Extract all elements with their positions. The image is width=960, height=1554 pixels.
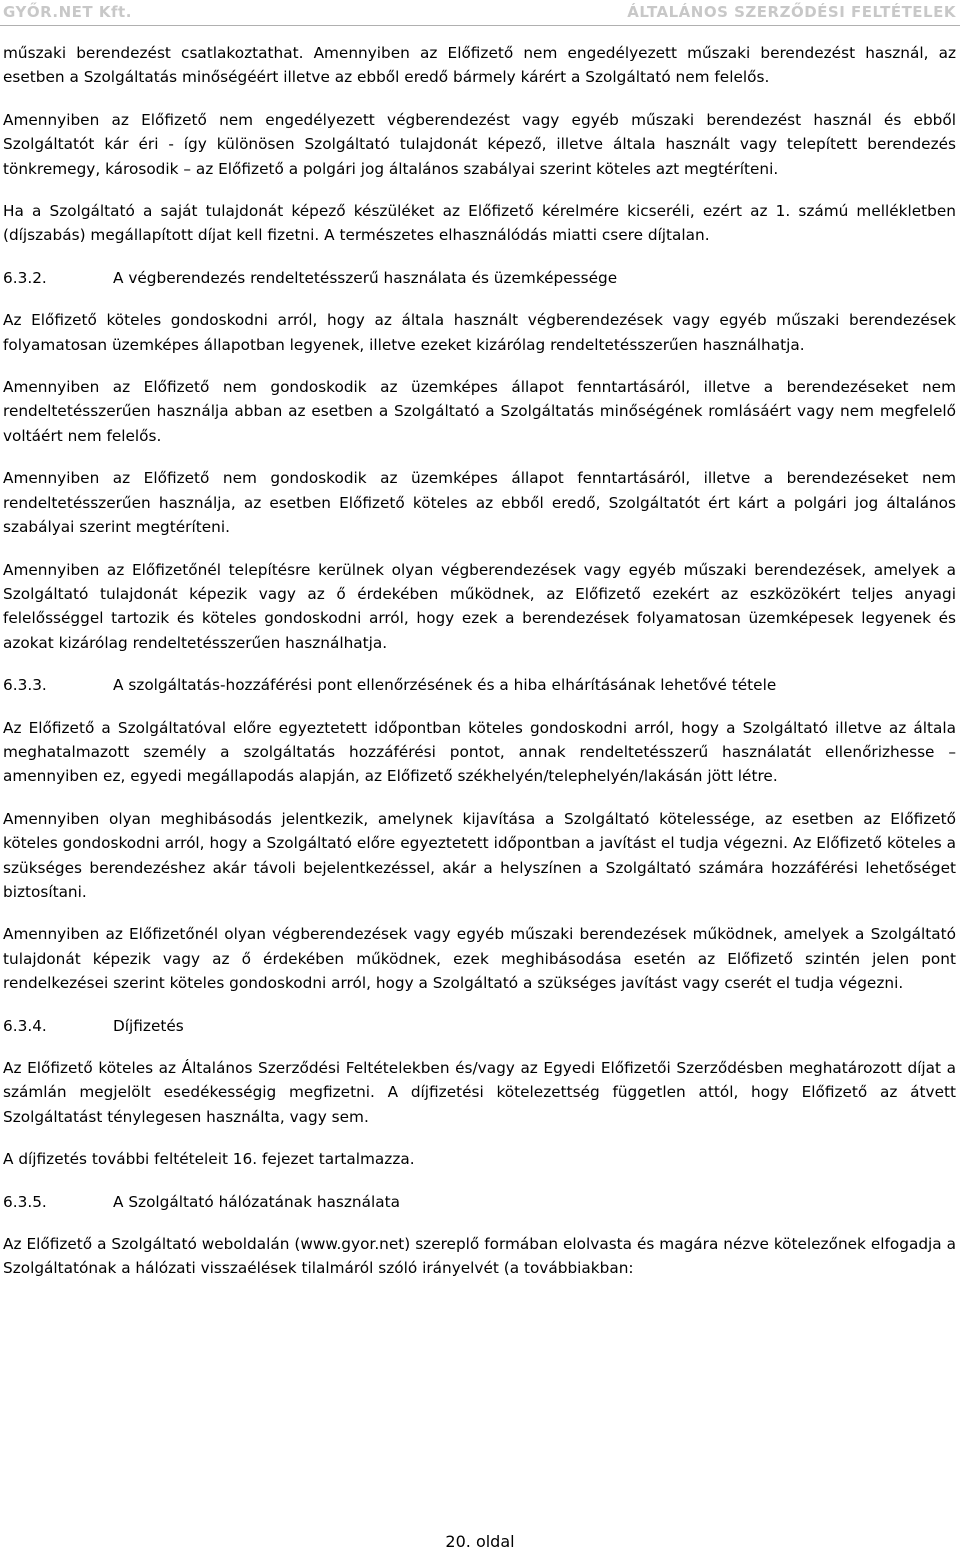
section-heading-6-3-2 [3,266,956,290]
paragraph: Amennyiben az Előfizetőnél olyan végberendezések vagy egyéb műszaki berendezések működnek, amelyek a Szolgáltató tulajdonát képezik vagy az ő érdekében működnek, ezek meghibásodása esetén az Előfizető szintén jelen pont rendelkezései szerint köteles gondoskodni arról, hogy a Szolgáltató a szükséges javítást vagy cserét el tudja végezni. [3,925,956,993]
paragraph: Ha a Szolgáltató a saját tulajdonát képező készüléket az Előfizető kérelmére kicseréli, ezért az 1. számú mellékletben (díjszabás) megállapított díjat kell fizetni. A természetes elhasználódás miatti csere díjtalan. [3,202,956,245]
paragraph: A díjfizetés további feltételeit 16. fejezet tartalmazza. [3,1150,415,1169]
section-heading-6-3-5 [3,1190,956,1214]
paragraph: Amennyiben az Előfizető nem engedélyezett végberendezést vagy egyéb műszaki berendezést használ és ebből Szolgáltatót kár éri - így különösen Szolgáltató tulajdonát képező, illetve általa használt vagy telepített berendezés tönkremegy, károsodik – az Előfizető a polgári jog általános szabályai szerint köteles azt megtéríteni. [3,110,956,178]
section-number: 6.3.3. [3,676,47,695]
section-title: A szolgáltatás-hozzáférési pont ellenőrzésének és a hiba elhárításának lehetővé tétele [113,676,777,695]
paragraph: Az Előfizető a Szolgáltató weboldalán (www.gyor.net) szereplő formában elolvasta és magára nézve kötelezőnek elfogadja a Szolgáltatónak a hálózati visszaélések tilalmáról szóló irányelvét (a továbbiakban: [3,1235,956,1278]
document-body [3,41,956,1299]
paragraph: Az Előfizető köteles az Általános Szerződési Feltételekben és/vagy az Egyedi Előfizetői Szerződésben meghatározott díjat a számlán megjelölt esedékességig megfizetni. A díjfizetési kötelezettség független attól, hogy Előfizető az átvett Szolgáltatást ténylegesen használta, vagy sem. [3,1059,956,1126]
section-title: A végberendezés rendeltetésszerű használata és üzemképessége [113,268,618,287]
page-header [0,0,960,26]
paragraph: Az Előfizető a Szolgáltatóval előre egyeztetett időpontban köteles gondoskodni arról, hogy a Szolgáltató illetve az általa meghatalmazott személy a szolgáltatás hozzáférési pontot, annak rendeltetésszerű használatát ellenőrizhesse – amennyiben ez, egyedi megállapodás alapján, az Előfizető székhelyén/telephelyén/lakásán jött létre. [3,718,956,786]
section-number: 6.3.4. [3,1016,47,1035]
section-number: 6.3.5. [3,1192,47,1211]
page-number: 20. oldal [445,1532,515,1551]
paragraph: Amennyiben az Előfizető nem gondoskodik az üzemképes állapot fenntartásáról, illetve a berendezéseket nem rendeltetésszerűen használja abban az esetben a Szolgáltató a Szolgáltatás minőségének romlásáért vagy nem megfelelő voltáért nem felelős. [3,378,956,445]
paragraph: Az Előfizető köteles gondoskodni arról, hogy az általa használt végberendezések vagy egyéb műszaki berendezések folyamatosan üzemképes állapotban legyenek, illetve ezeket kizárólag rendeltetésszerűen használhatja. [3,311,956,354]
paragraph: Amennyiben az Előfizető nem gondoskodik az üzemképes állapot fenntartásáról, illetve a berendezéseket nem rendeltetésszerűen használja, az esetben Előfizető köteles az ebből eredő, Szolgáltatót ért kárt a polgári jog általános szabályai szerint megtéríteni. [3,469,956,537]
section-heading-6-3-4 [3,1014,956,1038]
header-rule [0,25,960,26]
section-title: Díjfizetés [113,1016,184,1035]
paragraph: Amennyiben az Előfizetőnél telepítésre kerülnek olyan végberendezések vagy egyéb műszaki berendezések, amelyek a Szolgáltató tulajdonát képezik vagy az ő érdekében működnek, az Előfizető ezekért az eszközökért teljes anyagi felelősséggel tartozik és köteles gondoskodni arról, hogy ezek a berendezések folyamatosan üzemképesek legyenek és azokat kizárólag rendeltetésszerűen használhatja. [3,560,956,652]
section-heading-6-3-3 [3,673,956,697]
paragraph: műszaki berendezést csatlakoztathat. Amennyiben az Előfizető nem engedélyezett műszaki berendezést használ, az esetben a Szolgáltatás minőségéért illetve az ebből eredő bármely kárért a Szolgáltató nem felelős. [3,44,956,87]
paragraph: Amennyiben olyan meghibásodás jelentkezik, amelynek kijavítása a Szolgáltató kötelessége, az esetben az Előfizető köteles gondoskodni arról, hogy a Szolgáltató előre egyeztetett időpontban a javítást el tudja végezni. Az Előfizető köteles a szükséges berendezéshez akár távoli bejelentkezéssel, akár a helyszínen a Szolgáltató számára hozzáférési lehetőséget biztosítani. [3,809,956,901]
header-document-title: ÁLTALÁNOS SZERZŐDÉSI FELTÉTELEK [627,3,956,21]
header-company: GYŐR.NET Kft. [3,3,132,21]
section-number: 6.3.2. [3,268,47,287]
section-title: A Szolgáltató hálózatának használata [113,1192,400,1211]
